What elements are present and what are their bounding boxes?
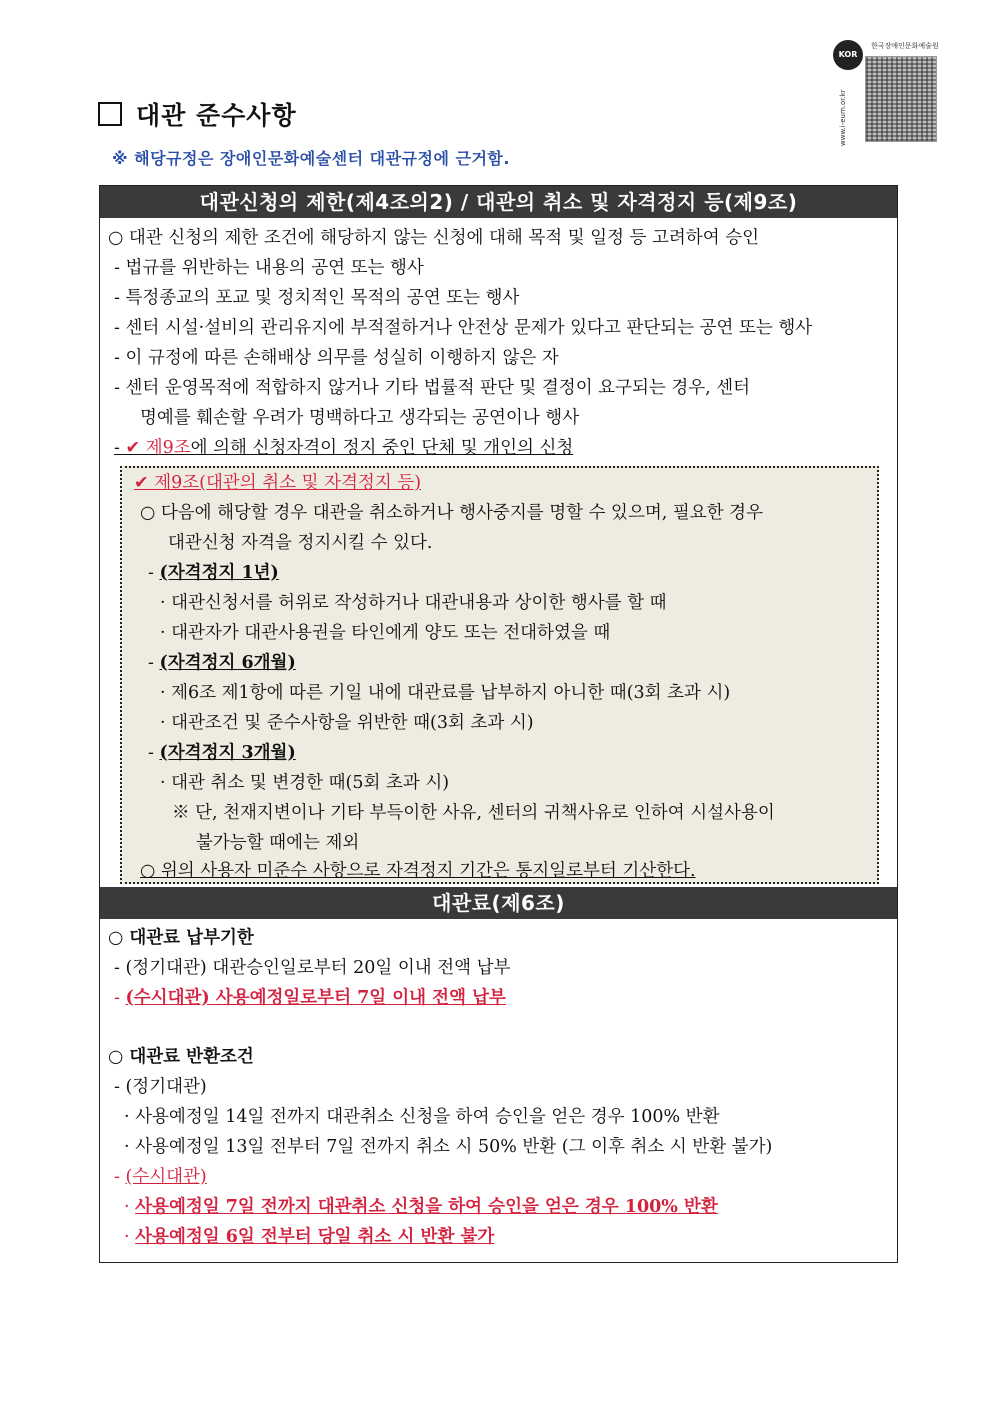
payment-deadline-title: ○ 대관료 납부기한 [108, 928, 254, 948]
refund-title: ○ 대관료 반환조건 [108, 1047, 254, 1067]
dash: - [114, 438, 126, 458]
restriction-item: - 법규를 위반하는 내용의 공연 또는 행사 [114, 258, 424, 278]
group-item: · 대관조건 및 준수사항을 위반한 때(3회 초과 시) [160, 713, 534, 733]
deadline-occasional-text: (수시대관) 사용예정일로부터 7일 이내 전액 납부 [125, 988, 506, 1008]
checkbox-square-icon [98, 102, 122, 126]
group-1year-title: (자격정지 1년) [159, 563, 279, 583]
refund-occasional-item: 사용예정일 6일 전부터 당일 취소 시 반환 불가 [135, 1227, 495, 1247]
refund-item: · 사용예정일 14일 전까지 대관취소 신청을 하여 승인을 얻은 경우 100% 반환 [124, 1107, 720, 1127]
group-1year: - (자격정지 1년) [148, 563, 279, 583]
kor-emblem-icon: KOR [833, 40, 863, 70]
content-frame [99, 185, 898, 1263]
group-item: · 대관신청서를 허위로 작성하거나 대관내용과 상이한 행사를 할 때 [160, 593, 667, 613]
article9-box [120, 466, 879, 884]
section1-intro: ○ 대관 신청의 제한 조건에 해당하지 않는 신청에 대해 목적 및 일정 등 고려하여 승인 [108, 228, 760, 248]
restriction-item: - 센터 시설·설비의 관리유지에 부적절하거나 안전상 문제가 있다고 판단되는 공연 또는 행사 [114, 318, 813, 338]
restriction-item: - 센터 운영목적에 적합하지 않거나 기타 법률적 판단 및 결정이 요구되는 경우, 센터 [114, 378, 751, 398]
group-item: · 제6조 제1항에 따른 기일 내에 대관료를 납부하지 아니한 때(3회 초과 시) [160, 683, 731, 703]
group-3months-title: (자격정지 3개월) [159, 743, 296, 763]
refund-item-occasional: · 사용예정일 7일 전까지 대관취소 신청을 하여 승인을 얻은 경우 100% 반환 [124, 1197, 718, 1217]
refund-occasional-label-text: (수시대관) [125, 1167, 207, 1187]
deadline-regular: - (정기대관) 대관승인일로부터 20일 이내 전액 납부 [114, 958, 511, 978]
logo-area [833, 40, 939, 146]
regulation-note: ※ 해당규정은 장애인문화예술센터 대관규정에 근거함. [112, 149, 510, 168]
group-6months-title: (자격정지 6개월) [159, 653, 296, 673]
restriction-item-continued: 명예를 훼손할 우려가 명백하다고 생각되는 공연이나 행사 [140, 408, 580, 428]
article9-closing: ○ 위의 사용자 미준수 사항으로 자격정지 기간은 통지일로부터 기산한다. [140, 861, 696, 881]
refund-item: · 사용예정일 13일 전부터 7일 전까지 취소 시 50% 반환 (그 이후 취소 시 반환 불가) [124, 1137, 773, 1157]
section1-header: 대관신청의 제한(제4조의2) / 대관의 취소 및 자격정지 등(제9조) [100, 186, 897, 218]
article9-intro-continued: 대관신청 자격을 정지시킬 수 있다. [168, 533, 433, 553]
org-name: 한국장애인문화예술원 [871, 42, 939, 50]
group-item: · 대관자가 대관사용권을 타인에게 양도 또는 전대하였을 때 [160, 623, 611, 643]
group-item: · 대관 취소 및 변경한 때(5회 초과 시) [160, 773, 450, 793]
article9-check-ref: ✔ 제9조 [125, 438, 191, 458]
group-3months: - (자격정지 3개월) [148, 743, 296, 763]
org-url: www.i-eum.or.kr [839, 89, 847, 146]
group-6months: - (자격정지 6개월) [148, 653, 296, 673]
article9-title: ✔ 제9조(대관의 취소 및 자격정지 등) [134, 473, 422, 493]
page-title-text: 대관 준수사항 [136, 101, 297, 130]
refund-item-occasional: · 사용예정일 6일 전부터 당일 취소 시 반환 불가 [124, 1227, 495, 1247]
refund-regular-label: - (정기대관) [114, 1077, 207, 1097]
refund-occasional-label: - (수시대관) [114, 1167, 207, 1187]
restriction-item: - 특정종교의 포교 및 정치적인 목적의 공연 또는 행사 [114, 288, 520, 308]
article9-rest: 에 의해 신청자격이 정지 중인 단체 및 개인의 신청 [190, 438, 574, 458]
restriction-item-article9 [114, 437, 573, 459]
article9-intro: ○ 다음에 해당할 경우 대관을 취소하거나 행사중지를 명할 수 있으며, 필요한 경우 [140, 503, 763, 523]
exception-note: ※ 단, 천재지변이나 기타 부득이한 사유, 센터의 귀책사유로 인하여 시설사용이 [172, 803, 775, 823]
section2-header: 대관료(제6조) [100, 887, 897, 919]
refund-occasional-item: 사용예정일 7일 전까지 대관취소 신청을 하여 승인을 얻은 경우 100% 반환 [135, 1197, 718, 1217]
qr-code-icon [865, 56, 937, 142]
deadline-occasional: - (수시대관) 사용예정일로부터 7일 이내 전액 납부 [114, 988, 506, 1008]
exception-note-continued: 불가능할 때에는 제외 [196, 833, 360, 853]
restriction-item: - 이 규정에 따른 손해배상 의무를 성실히 이행하지 않은 자 [114, 348, 559, 368]
page-title [98, 96, 297, 132]
